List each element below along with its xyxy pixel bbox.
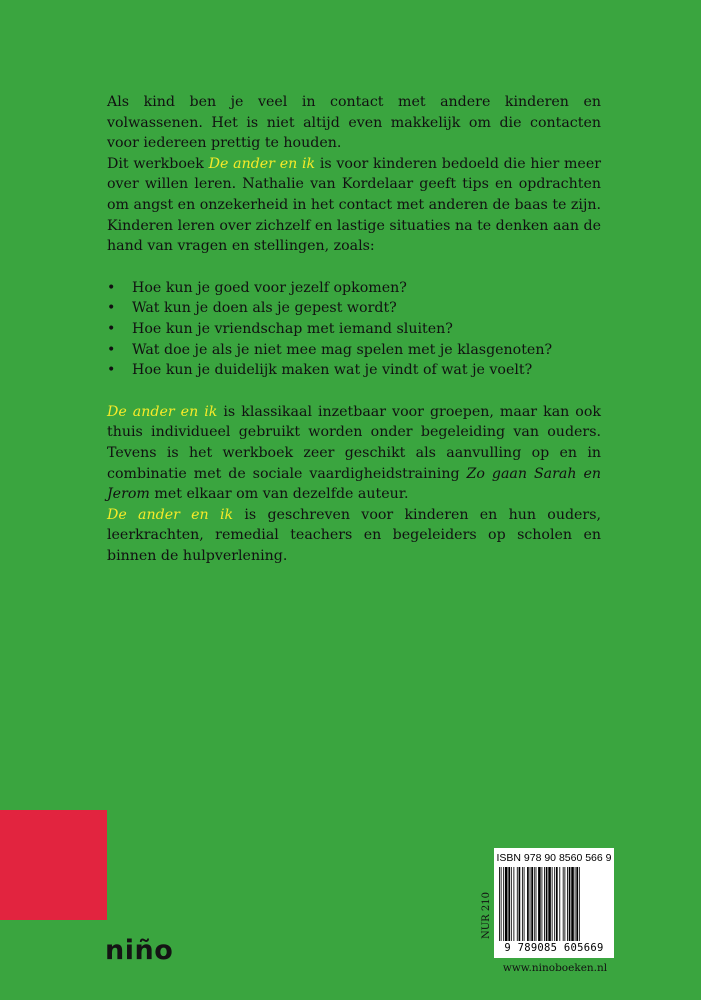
back-cover-text (107, 92, 601, 566)
publisher-website: www.ninoboeken.nl (502, 962, 608, 974)
barcode-bar (544, 867, 545, 941)
barcode-bar (505, 867, 508, 941)
isbn-number: ISBN 978 90 8560 566 9 (496, 852, 612, 864)
barcode-bar (554, 867, 555, 941)
outro-text-2: met elkaar om van dezelfde auteur. (149, 486, 409, 503)
barcode-bar (524, 867, 525, 941)
barcode-bar (531, 867, 533, 941)
publisher-logo: niño (105, 935, 174, 966)
barcode-bar (511, 867, 512, 941)
barcode-bar (538, 867, 541, 941)
list-item: • Hoe kun je duidelijk maken wat je vindt of wat je voelt? (107, 360, 601, 381)
barcode-bar (579, 867, 580, 941)
barcode-bar (564, 867, 565, 941)
barcode-bar (569, 867, 571, 941)
list-item: • Wat kun je doen als je gepest wordt? (107, 298, 601, 319)
barcode-bar (517, 867, 518, 941)
outro-paragraph-1 (107, 402, 601, 505)
barcode-bar (546, 867, 548, 941)
barcode-bar (530, 867, 531, 941)
intro-paragraph-1: Als kind ben je veel in contact met andere kinderen en volwassenen. Het is niet altijd even makkelijk om die contacten voor iedereen prettig te houden. (107, 94, 601, 152)
outro-text-1: is klassikaal inzetbaar voor groepen, maar kan ook thuis individueel gebruikt worden onder begeleiding van ouders. Tevens is het werkboek zeer geschikt als aanvulling op en in combinatie met de sociale vaardigheidstraining (107, 403, 601, 482)
barcode-bars (498, 867, 610, 941)
barcode-bar (527, 867, 529, 941)
list-item: • Hoe kun je goed voor jezelf opkomen? (107, 278, 601, 299)
intro-paragraph-2 (107, 154, 601, 257)
barcode-bar (542, 867, 543, 941)
barcode-bar (522, 867, 523, 941)
related-book-title: Zo gaan Sarah en Jerom (107, 465, 601, 503)
barcode-bar (536, 867, 537, 941)
outro-paragraph-2 (107, 505, 601, 567)
barcode-bar (501, 867, 502, 941)
book-title-highlight: De ander en ik (107, 403, 218, 420)
barcode-digits: 9 789085 605669 (504, 942, 604, 954)
list-item: • Hoe kun je vriendschap met iemand sluiten? (107, 319, 601, 340)
question-list (107, 278, 601, 381)
barcode-bar (576, 867, 578, 941)
barcode-bar (559, 867, 560, 941)
barcode-bar (575, 867, 576, 941)
book-title-highlight: De ander en ik (107, 506, 234, 523)
barcode-bar (503, 867, 504, 941)
intro-text-before: Dit werkboek (107, 155, 209, 172)
outro-text-3: is geschreven voor kinderen en hun ouders, leerkrachten, remedial teachers en begeleiders op scholen en binnen de hulpverlening. (107, 506, 602, 564)
red-accent-block (0, 810, 107, 920)
barcode-bar (519, 867, 521, 941)
barcode-bar (571, 867, 574, 941)
barcode-bar (563, 867, 564, 941)
barcode-bar (499, 867, 500, 941)
intro-text-after: is voor kinderen bedoeld die hier meer over willen leren. Nathalie van Kordelaar geeft tips en opdrachten om angst en onzekerheid in het contact met anderen de baas te zijn. Kinderen leren over zichzelf en lastige situaties na te denken aan de hand van vragen en stellingen, zoals: (107, 155, 601, 255)
barcode-bar (556, 867, 558, 941)
barcode-bar (534, 867, 535, 941)
barcode-bar (508, 867, 510, 941)
list-item: • Wat doe je als je niet mee mag spelen met je klasgenoten? (107, 340, 601, 361)
barcode (494, 848, 614, 958)
barcode-bar (548, 867, 551, 941)
nur-code: NUR 210 (481, 892, 492, 939)
barcode-bar (513, 867, 514, 941)
barcode-bar (552, 867, 553, 941)
book-title-highlight: De ander en ik (208, 155, 316, 172)
barcode-bar (567, 867, 568, 941)
